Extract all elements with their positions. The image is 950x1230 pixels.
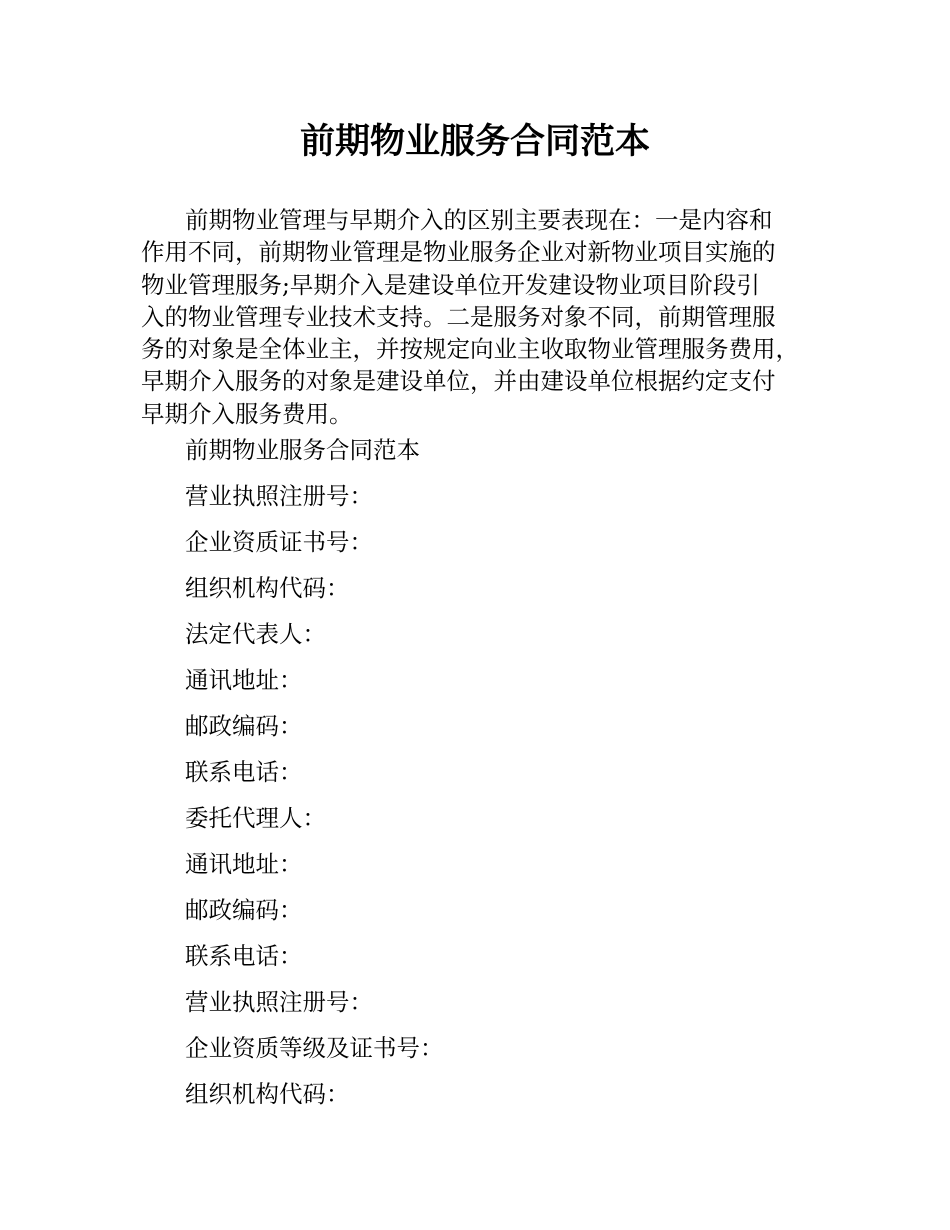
intro-paragraph <box>141 204 841 430</box>
contract-subtitle: 前期物业服务合同范本 <box>185 436 420 464</box>
intro-line: 物业管理服务;早期介入是建设单位开发建设物业项目阶段引 <box>141 270 760 299</box>
field-business-license-number: 营业执照注册号： <box>185 482 373 510</box>
field-legal-representative: 法定代表人： <box>185 620 326 648</box>
field-postal-code: 邮政编码： <box>185 896 303 924</box>
intro-line: 早期介入服务的对象是建设单位，并由建设单位根据约定支付 <box>141 367 776 396</box>
field-mailing-address: 通讯地址： <box>185 666 303 694</box>
intro-line: 务的对象是全体业主，并按规定向业主收取物业管理服务费用， <box>141 335 799 364</box>
field-authorized-agent: 委托代理人： <box>185 804 326 832</box>
intro-line: 入的物业管理专业技术支持。二是服务对象不同，前期管理服 <box>141 302 776 331</box>
field-qualification-certificate-number: 企业资质证书号： <box>185 528 373 556</box>
intro-line: 早期介入服务费用。 <box>141 399 353 428</box>
field-qualification-level-certificate-number: 企业资质等级及证书号： <box>185 1034 444 1062</box>
field-phone: 联系电话： <box>185 942 303 970</box>
field-organization-code: 组织机构代码： <box>185 574 350 602</box>
field-phone: 联系电话： <box>185 758 303 786</box>
field-business-license-number: 营业执照注册号： <box>185 988 373 1016</box>
field-mailing-address: 通讯地址： <box>185 850 303 878</box>
field-organization-code: 组织机构代码： <box>185 1080 350 1108</box>
contract-field-list <box>185 430 444 1120</box>
intro-line: 前期物业管理与早期介入的区别主要表现在：一是内容和 <box>185 206 773 234</box>
intro-line: 作用不同，前期物业管理是物业服务企业对新物业项目实施的 <box>141 238 776 267</box>
document-title: 前期物业服务合同范本 <box>299 122 650 162</box>
field-postal-code: 邮政编码： <box>185 712 303 740</box>
